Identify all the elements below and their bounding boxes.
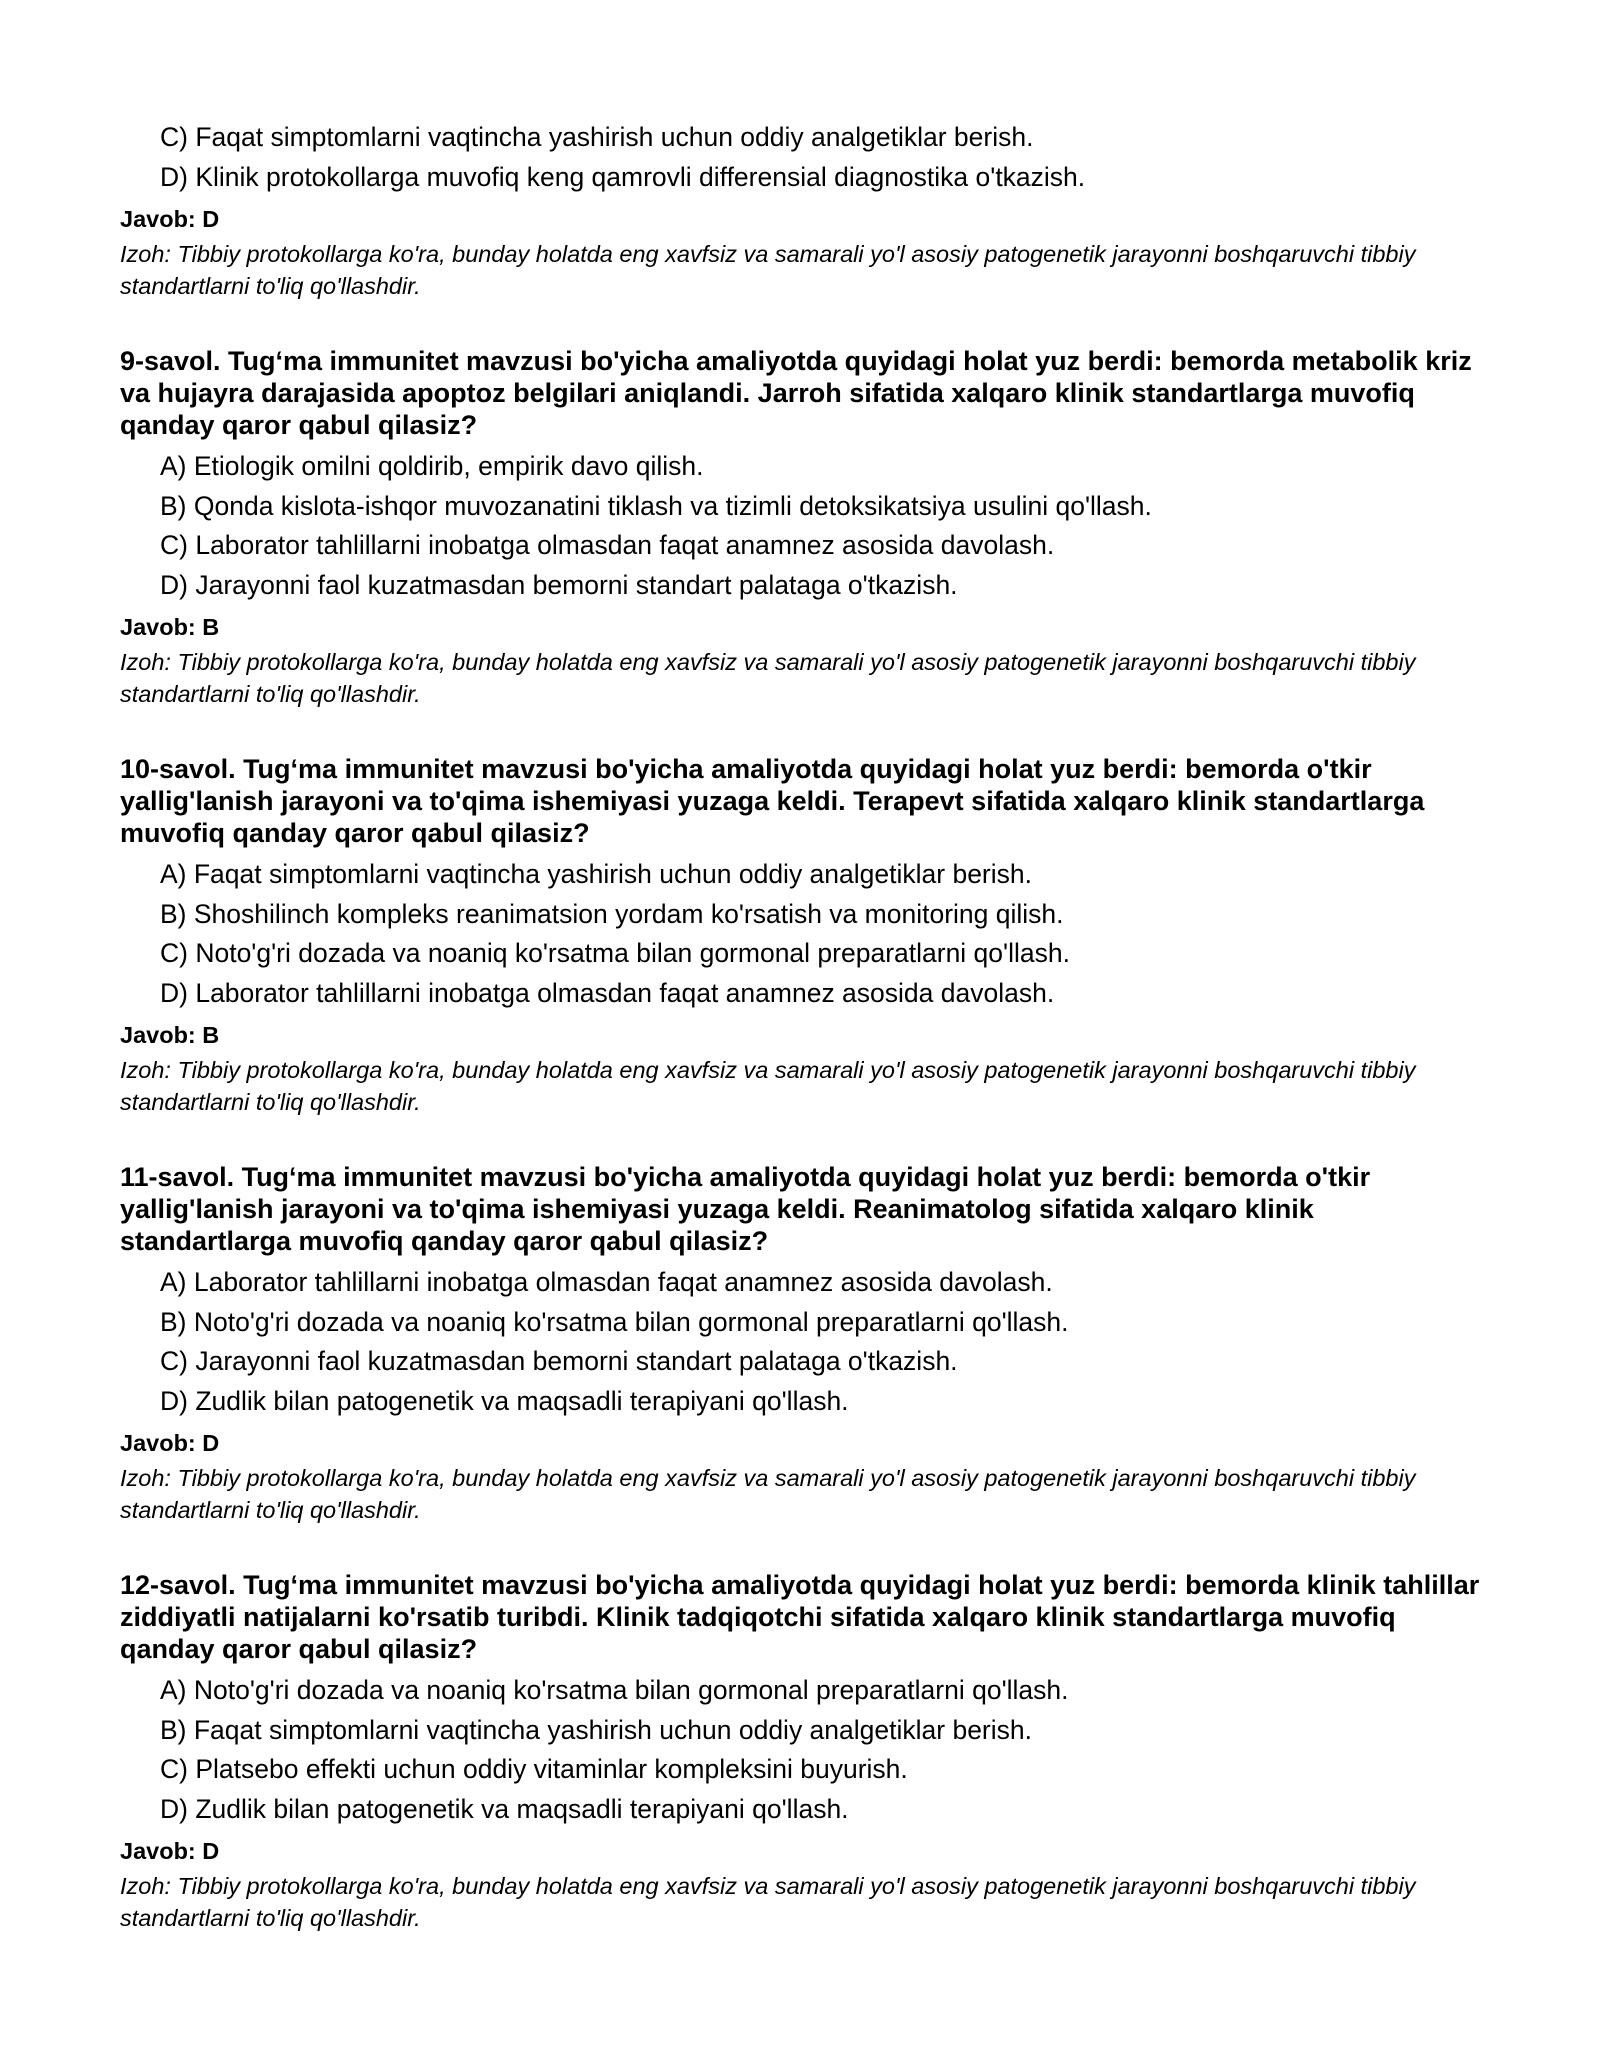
explanation-note: Izoh: Tibbiy protokollarga ko'ra, bunday holatda eng xavfsiz va samarali yo'l asosiy patogenetik jarayonni boshqaruvchi tibbiy standartlarni to'liq qo'llashdir. bbox=[120, 1873, 1416, 1931]
option-c: C) Jarayonni faol kuzatmasdan bemorni standart palataga o'tkazish. bbox=[160, 1346, 958, 1376]
option-d: D) Zudlik bilan patogenetik va maqsadli terapiyani qo'llash. bbox=[160, 1385, 849, 1416]
explanation-note: Izoh: Tibbiy protokollarga ko'ra, bunday holatda eng xavfsiz va samarali yo'l asosiy patogenetik jarayonni boshqaruvchi tibbiy standartlarni to'liq qo'llashdir. bbox=[120, 241, 1416, 299]
explanation-note: Izoh: Tibbiy protokollarga ko'ra, bunday holatda eng xavfsiz va samarali yo'l asosiy patogenetik jarayonni boshqaruvchi tibbiy standartlarni to'liq qo'llashdir. bbox=[120, 1465, 1416, 1523]
answer-label: Javob: D bbox=[120, 206, 220, 232]
option-c: C) Laborator tahlillarni inobatga olmasdan faqat anamnez asosida davolash. bbox=[160, 530, 1055, 560]
option-b: B) Noto'g'ri dozada va noaniq ko'rsatma bilan gormonal preparatlarni qo'llash. bbox=[160, 1306, 1069, 1337]
option-a: A) Laborator tahlillarni inobatga olmasdan faqat anamnez asosida davolash. bbox=[160, 1267, 1053, 1297]
option-c: C) Noto'g'ri dozada va noaniq ko'rsatma bilan gormonal preparatlarni qo'llash. bbox=[160, 938, 1070, 968]
option-a: A) Faqat simptomlarni vaqtincha yashirish uchun oddiy analgetiklar berish. bbox=[160, 859, 1032, 889]
question-10 bbox=[120, 753, 1490, 1118]
question-8-continued bbox=[120, 118, 1490, 302]
option-a: A) Noto'g'ri dozada va noaniq ko'rsatma bilan gormonal preparatlarni qo'llash. bbox=[160, 1675, 1069, 1705]
answer-label: Javob: B bbox=[120, 1022, 220, 1048]
answer-label: Javob: B bbox=[120, 614, 220, 640]
answer-label: Javob: D bbox=[120, 1838, 220, 1864]
option-b: B) Qonda kislota-ishqor muvozanatini tiklash va tizimli detoksikatsiya usulini qo'llash. bbox=[160, 490, 1152, 521]
option-c: C) Faqat simptomlarni vaqtincha yashirish uchun oddiy analgetiklar berish. bbox=[160, 122, 1034, 152]
option-d: D) Zudlik bilan patogenetik va maqsadli terapiyani qo'llash. bbox=[160, 1793, 849, 1824]
option-d: D) Laborator tahlillarni inobatga olmasdan faqat anamnez asosida davolash. bbox=[160, 977, 1055, 1008]
question-11 bbox=[120, 1161, 1490, 1526]
question-title: 10-savol. Tug‘ma immunitet mavzusi bo'yicha amaliyotda quyidagi holat yuz berdi: bemorda o'tkir yallig'lanish jarayoni va to'qima ishemiyasi yuzaga keldi. Terapevt sifatida xalqaro klinik standartlarga muvofiq qanday qaror qabul qilasiz? bbox=[120, 754, 1425, 848]
option-b: B) Shoshilinch kompleks reanimatsion yordam ko'rsatish va monitoring qilish. bbox=[160, 898, 1064, 929]
option-d: D) Jarayonni faol kuzatmasdan bemorni standart palataga o'tkazish. bbox=[160, 569, 958, 600]
question-12 bbox=[120, 1569, 1490, 1934]
explanation-note: Izoh: Tibbiy protokollarga ko'ra, bunday holatda eng xavfsiz va samarali yo'l asosiy patogenetik jarayonni boshqaruvchi tibbiy standartlarni to'liq qo'llashdir. bbox=[120, 1057, 1416, 1115]
option-a: A) Etiologik omilni qoldirib, empirik davo qilish. bbox=[160, 451, 704, 481]
option-c: C) Platsebo effekti uchun oddiy vitaminlar kompleksini buyurish. bbox=[160, 1754, 908, 1784]
option-d: D) Klinik protokollarga muvofiq keng qamrovli differensial diagnostika o'tkazish. bbox=[160, 161, 1086, 192]
question-title: 11-savol. Tug‘ma immunitet mavzusi bo'yicha amaliyotda quyidagi holat yuz berdi: bemorda o'tkir yallig'lanish jarayoni va to'qima ishemiyasi yuzaga keldi. Reanimatolog sifatida xalqaro klinik standartlarga muvofiq qanday qaror qabul qilasiz? bbox=[120, 1162, 1371, 1256]
explanation-note: Izoh: Tibbiy protokollarga ko'ra, bunday holatda eng xavfsiz va samarali yo'l asosiy patogenetik jarayonni boshqaruvchi tibbiy standartlarni to'liq qo'llashdir. bbox=[120, 649, 1416, 707]
question-title: 9-savol. Tug‘ma immunitet mavzusi bo'yicha amaliyotda quyidagi holat yuz berdi: bemorda metabolik kriz va hujayra darajasida apoptoz belgilari aniqlandi. Jarroh sifatida xalqaro klinik standartlarga muvofiq qanday qaror qabul qilasiz? bbox=[120, 346, 1472, 440]
question-9 bbox=[120, 345, 1490, 710]
document-page bbox=[120, 118, 1490, 1934]
answer-label: Javob: D bbox=[120, 1430, 220, 1456]
question-title: 12-savol. Tug‘ma immunitet mavzusi bo'yicha amaliyotda quyidagi holat yuz berdi: bemorda klinik tahlillar ziddiyatli natijalarni ko'rsatib turibdi. Klinik tadqiqotchi sifatida xalqaro klinik standartlarga muvofiq qanday qaror qabul qilasiz? bbox=[120, 1570, 1480, 1664]
option-b: B) Faqat simptomlarni vaqtincha yashirish uchun oddiy analgetiklar berish. bbox=[160, 1714, 1032, 1745]
